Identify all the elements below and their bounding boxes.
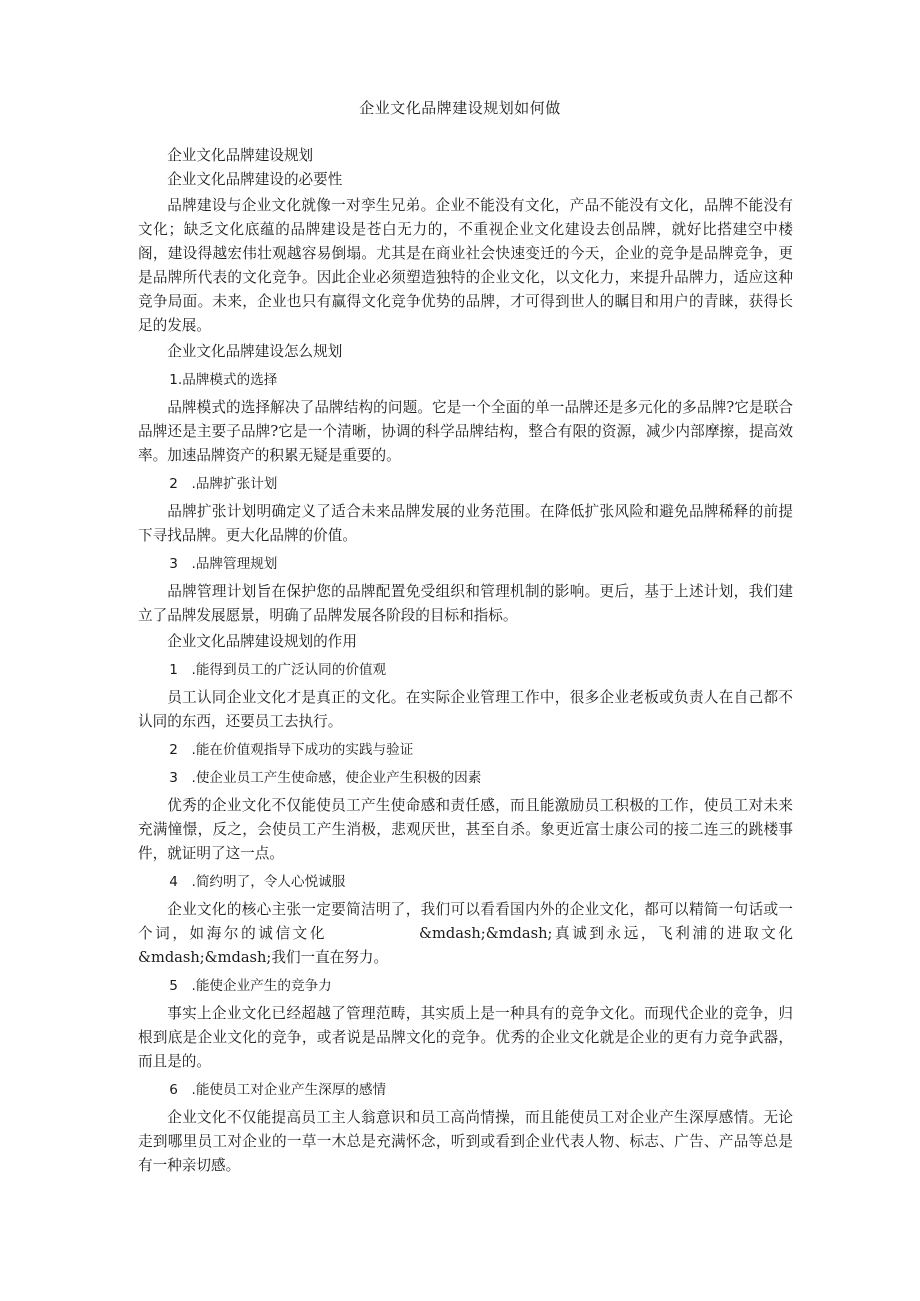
document-body xyxy=(138,144,793,1180)
body-paragraph: 品牌管理计划旨在保护您的品牌配置免受组织和管理机制的影响。更后，基于上述计划，我们建立了品牌发展愿景，明确了品牌发展各阶段的目标和指标。 xyxy=(138,583,793,624)
numbered-item: 3 .品牌管理规划 xyxy=(169,556,278,572)
body-paragraph: 企业文化不仅能提高员工主人翁意识和员工高尚情操，而且能使员工对企业产生深厚感情。无论走到哪里员工对企业的一草一木总是充满怀念，听到或看到企业代表人物、标志、广告、产品等总是有一种亲切感。 xyxy=(138,1109,793,1174)
numbered-item: 6 .能使员工对企业产生深厚的感情 xyxy=(169,1082,387,1098)
body-paragraph-part-a: 企业文化的核心主张一定要简洁明了，我们可以看看国内外的企业文化，都可以精简一句话或一个词，如海尔的诚信文化 xyxy=(138,901,793,942)
body-paragraph: 事实上企业文化已经超越了管理范畴，其实质上是一种具有的竞争文化。而现代企业的竞争，归根到底是企业文化的竞争，或者说是品牌文化的竞争。优秀的企业文化就是企业的更有力竞争武器，而且是的。 xyxy=(138,1005,793,1070)
numbered-item: 5 .能使企业产生的竞争力 xyxy=(169,978,332,994)
numbered-item: 1.品牌模式的选择 xyxy=(169,372,278,388)
body-paragraph: 品牌扩张计划明确定义了适合未来品牌发展的业务范围。在降低扩张风险和避免品牌稀释的前提下寻找品牌。更大化品牌的价值。 xyxy=(138,503,793,544)
document-title: 企业文化品牌建设规划如何做 xyxy=(359,99,561,117)
numbered-item: 3 .使企业员工产生使命感，使企业产生积极的因素 xyxy=(169,770,482,786)
body-paragraph: 品牌建设与企业文化就像一对孪生兄弟。企业不能没有文化，产品不能没有文化，品牌不能没有文化；缺乏文化底蕴的品牌建设是苍白无力的，不重视企业文化建设去创品牌，就好比搭建空中楼阁，建设得越宏伟壮观越容易倒塌。尤其是在商业社会快速变迁的今天，企业的竞争是品牌竞争，更是品牌所代表的文化竞争。因此企业必须塑造独特的企业文化，以文化力，来提升品牌力，适应这种竞争局面。未来，企业也只有赢得文化竞争优势的品牌，才可得到世人的瞩目和用户的青睐，获得长足的发展。 xyxy=(138,197,793,334)
body-paragraph xyxy=(138,898,793,970)
numbered-item: 2 .能在价值观指导下成功的实践与验证 xyxy=(169,742,414,758)
numbered-item: 2 .品牌扩张计划 xyxy=(169,476,278,492)
body-paragraph-part-b: &mdash;&mdash;真诚到永远，飞利浦的进取文化&mdash;&mdash;我们一直在努力。 xyxy=(138,925,793,966)
section-heading: 企业文化品牌建设规划 xyxy=(167,147,314,164)
section-heading: 企业文化品牌建设怎么规划 xyxy=(167,343,343,360)
body-paragraph: 品牌模式的选择解决了品牌结构的问题。它是一个全面的单一品牌还是多元化的多品牌?它是联合品牌还是主要子品牌?它是一个清晰，协调的科学品牌结构，整合有限的资源，减少内部摩擦，提高效率。加速品牌资产的积累无疑是重要的。 xyxy=(138,399,793,464)
section-heading: 企业文化品牌建设规划的作用 xyxy=(167,633,357,650)
numbered-item: 1 .能得到员工的广泛认同的价值观 xyxy=(169,662,387,678)
section-heading: 企业文化品牌建设的必要性 xyxy=(167,171,343,188)
numbered-item: 4 .简约明了，令人心悦诚服 xyxy=(169,874,346,890)
body-paragraph: 优秀的企业文化不仅能使员工产生使命感和责任感，而且能激励员工积极的工作，使员工对未来充满憧憬，反之，会使员工产生消极，悲观厌世，甚至自杀。象更近富士康公司的接二连三的跳楼事件，就证明了这一点。 xyxy=(138,797,793,862)
body-paragraph: 员工认同企业文化才是真正的文化。在实际企业管理工作中，很多企业老板或负责人在自己都不认同的东西，还要员工去执行。 xyxy=(138,689,793,730)
